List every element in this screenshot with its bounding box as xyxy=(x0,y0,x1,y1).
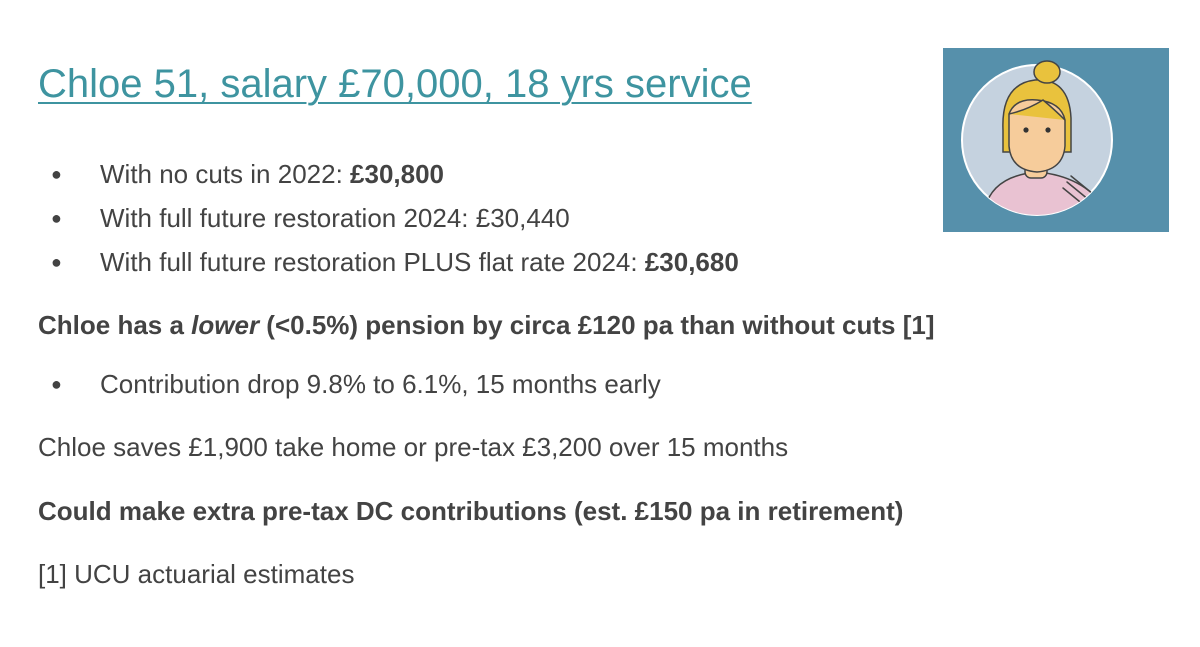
bullet-prefix: With full future restoration 2024: xyxy=(100,203,476,233)
woman-avatar-icon xyxy=(943,48,1169,232)
summary-tail: (<0.5%) pension by circa £120 pa than without cuts [1] xyxy=(259,310,935,340)
pension-summary xyxy=(38,308,935,342)
bullet-value: £30,440 xyxy=(475,203,570,233)
summary-lead: Chloe has a xyxy=(38,310,192,340)
extra-contributions-text: Could make extra pre-tax DC contributions (est. £150 pa in retirement) xyxy=(38,496,904,526)
outcome-bullet-list xyxy=(0,152,900,284)
avatar xyxy=(943,48,1169,232)
list-item xyxy=(0,362,900,406)
contribution-bullet-list xyxy=(0,362,900,406)
bullet-text xyxy=(100,196,570,240)
bullet-prefix: With full future restoration PLUS flat rate 2024: xyxy=(100,247,645,277)
bullet-icon: ● xyxy=(51,208,62,228)
footnote: [1] UCU actuarial estimates xyxy=(38,559,355,589)
slide-title: Chloe 51, salary £70,000, 18 yrs service xyxy=(38,62,752,106)
bullet-value: £30,680 xyxy=(644,247,739,277)
bullet-text xyxy=(100,152,444,196)
list-item xyxy=(0,152,900,196)
bullet-icon: ● xyxy=(51,164,62,184)
bullet-text: Contribution drop 9.8% to 6.1%, 15 months early xyxy=(100,369,661,399)
savings-text: Chloe saves £1,900 take home or pre-tax £3,200 over 15 months xyxy=(38,432,789,462)
bullet-icon: ● xyxy=(51,252,62,272)
list-item xyxy=(0,196,900,240)
list-item xyxy=(0,240,900,284)
summary-emphasis: lower xyxy=(191,310,260,340)
bullet-text xyxy=(100,240,739,284)
bullet-prefix: With no cuts in 2022: xyxy=(100,159,351,189)
bullet-value: £30,800 xyxy=(350,159,445,189)
bullet-icon: ● xyxy=(51,374,62,394)
